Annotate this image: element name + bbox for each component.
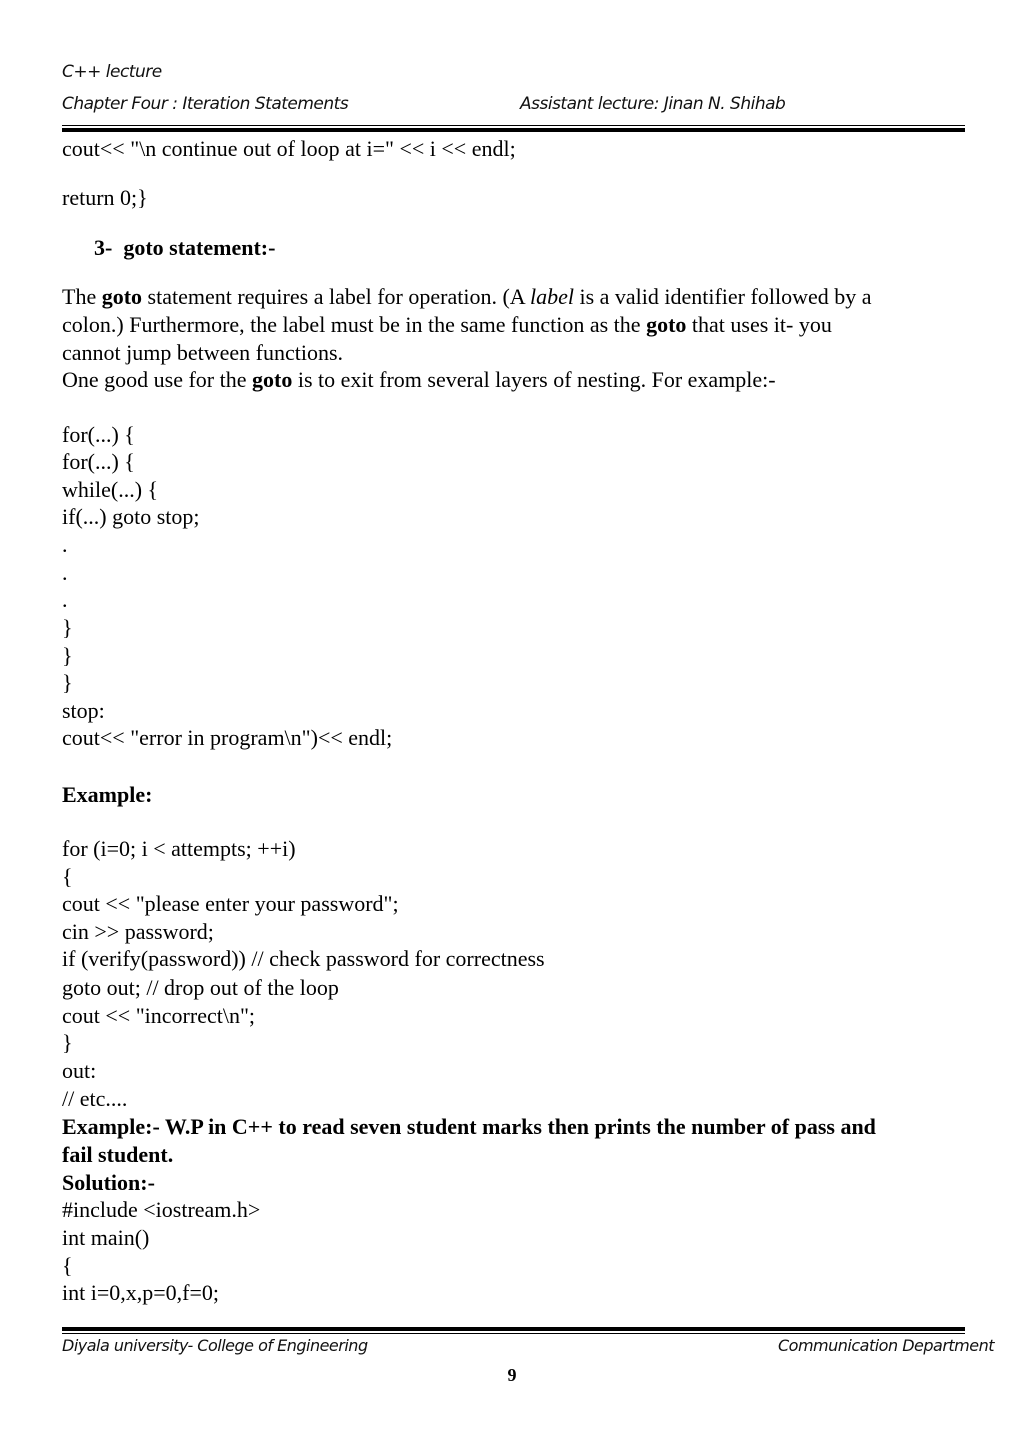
paragraph-line: The goto statement requires a label for operation. (A label is a valid identifier followed by a xyxy=(62,284,872,309)
code-line: out: xyxy=(62,1058,97,1083)
code-line: . xyxy=(62,532,68,557)
footer-rule-thick xyxy=(62,1327,965,1331)
code-line: { xyxy=(62,1253,73,1278)
code-line: cout << "please enter your password"; xyxy=(62,891,399,916)
keyword-goto: goto xyxy=(101,284,143,309)
code-line: int i=0,x,p=0,f=0; xyxy=(62,1280,219,1305)
footer-rule-thin xyxy=(62,1333,965,1334)
footer-university: Diyala university- College of Engineering xyxy=(62,1336,368,1355)
code-line: } xyxy=(62,643,73,668)
code-line: } xyxy=(62,615,73,640)
code-line: . xyxy=(62,560,68,585)
header-rule-thin xyxy=(62,125,965,126)
keyword-goto: goto xyxy=(252,367,293,392)
code-line: cout<< "error in program\n")<< endl; xyxy=(62,725,393,750)
example2-heading-cont: fail student. xyxy=(62,1142,174,1167)
code-line: cout << "incorrect\n"; xyxy=(62,1003,256,1028)
course-title: C++ lecture xyxy=(62,62,162,82)
code-line: . xyxy=(62,587,68,612)
example2-heading: Example:- W.P in C++ to read seven student marks then prints the number of pass and xyxy=(62,1114,876,1139)
code-line: } xyxy=(62,1030,73,1055)
paragraph-line: One good use for the goto is to exit from several layers of nesting. For example:- xyxy=(62,367,776,392)
code-line: for (i=0; i < attempts; ++i) xyxy=(62,836,296,861)
code-line: // etc.... xyxy=(62,1086,128,1111)
code-line: } xyxy=(62,670,73,695)
code-line: #include <iostream.h> xyxy=(62,1197,261,1222)
term-label: label xyxy=(529,284,574,309)
code-line: cout<< "\n continue out of loop at i=" << i << endl; xyxy=(62,136,516,161)
header-rule-thick xyxy=(62,128,965,132)
footer-department: Communication Department xyxy=(778,1336,995,1355)
code-line: return 0;} xyxy=(62,185,148,210)
code-line: { xyxy=(62,864,73,889)
section-heading: 3- goto statement:- xyxy=(94,235,276,260)
code-line: goto out; // drop out of the loop xyxy=(62,975,339,1000)
code-line: if (verify(password)) // check password for correctness xyxy=(62,946,545,971)
page-number: 9 xyxy=(507,1365,517,1385)
paragraph-line: colon.) Furthermore, the label must be in the same function as the goto that uses it- you xyxy=(62,312,832,337)
chapter-title: Chapter Four : Iteration Statements xyxy=(62,94,349,114)
solution-heading: Solution:- xyxy=(62,1170,155,1195)
code-line: while(...) { xyxy=(62,477,159,502)
code-line: if(...) goto stop; xyxy=(62,504,200,529)
example-heading: Example: xyxy=(62,782,153,807)
lecturer-name: Assistant lecture: Jinan N. Shihab xyxy=(520,94,786,114)
code-line: cin >> password; xyxy=(62,919,214,944)
code-line: for(...) { xyxy=(62,422,135,447)
keyword-goto: goto xyxy=(646,312,687,337)
code-line: int main() xyxy=(62,1225,150,1250)
code-line: for(...) { xyxy=(62,449,135,474)
code-line: stop: xyxy=(62,698,105,723)
paragraph-line: cannot jump between functions. xyxy=(62,340,344,365)
